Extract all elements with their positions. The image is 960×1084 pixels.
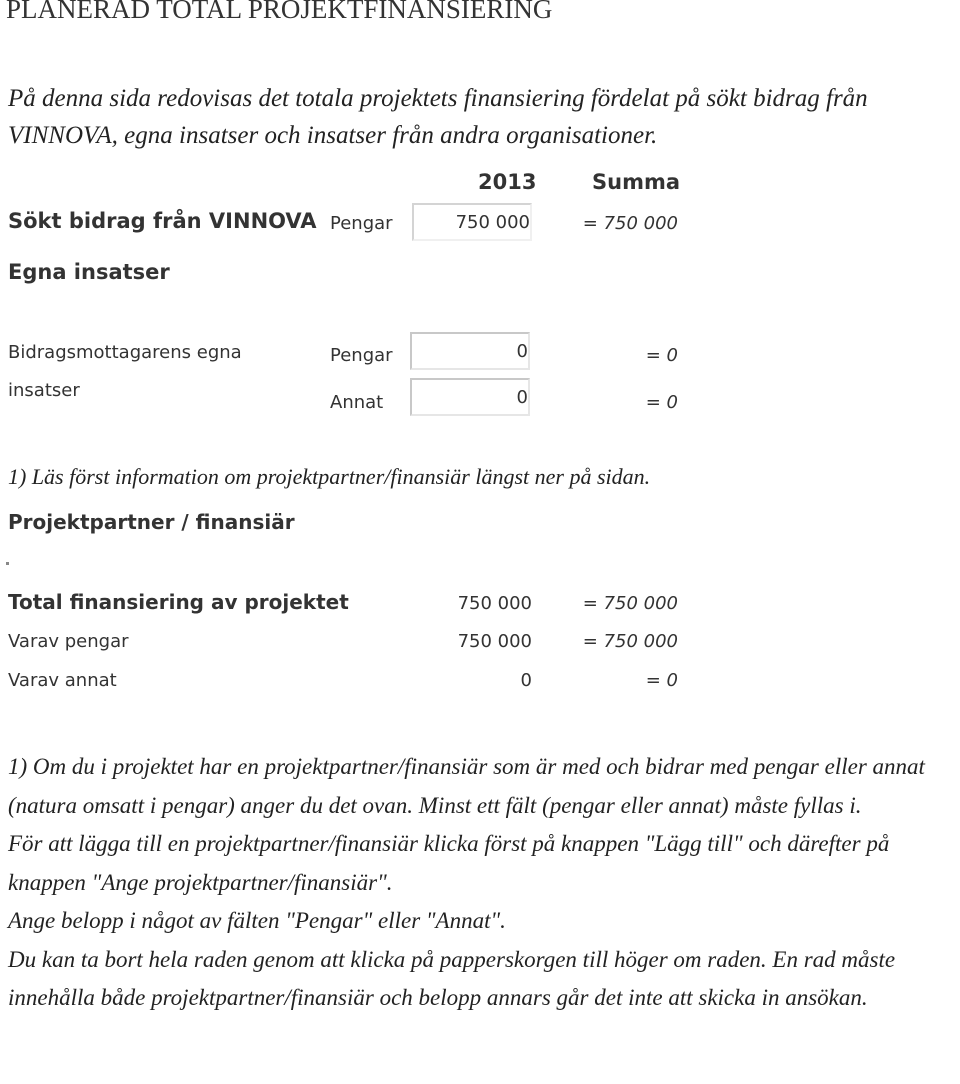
total-financing-label: Total finansiering av projektet (8, 590, 349, 614)
varav-pengar-sum: = 750 000 (582, 631, 678, 652)
egna-annat-sum: = 0 (645, 392, 678, 413)
column-header-sum: Summa (592, 170, 681, 194)
varav-pengar-label: Varav pengar (8, 631, 129, 652)
partner-info-note: 1) Läs först information om projektpartner/finansiär längst ner på sidan. (8, 464, 651, 489)
egna-insatser-heading: Egna insatser (8, 260, 170, 284)
egna-label-line1: Bidragsmottagarens egna (8, 342, 242, 363)
egna-pengar-value: 0 (516, 341, 528, 362)
intro-text: På denna sida redovisas det totala projektets finansiering fördelat på sökt bidrag från VINNOVA, egna insatser och insatser från andra organisationer. (8, 85, 868, 149)
partner-list-marker (6, 562, 9, 565)
varav-annat-value: 0 (520, 670, 532, 691)
egna-pengar-label: Pengar (330, 345, 393, 366)
total-financing-sum: = 750 000 (582, 593, 678, 614)
varav-annat-label: Varav annat (8, 670, 117, 691)
vinnova-amount-field (412, 203, 532, 241)
help-notes (8, 748, 958, 1018)
partner-heading: Projektpartner / finansiär (8, 510, 295, 534)
egna-annat-label: Annat (330, 392, 384, 413)
help-note-1: 1) Om du i projektet har en projektpartner/finansiär som är med och bidrar med pengar eller annat (natura omsatt i pengar) anger du det ovan. Minst ett fält (pengar eller annat) måste fyllas i. (8, 754, 925, 818)
varav-annat-sum: = 0 (645, 670, 678, 691)
egna-annat-input[interactable] (410, 378, 530, 416)
column-header-year: 2013 (478, 170, 537, 194)
page-title: PLANERAD TOTAL PROJEKTFINANSIERING (6, 0, 553, 24)
vinnova-label: Sökt bidrag från VINNOVA (8, 209, 317, 233)
egna-pengar-input[interactable] (410, 332, 530, 370)
help-note-4: Du kan ta bort hela raden genom att klicka på papperskorgen till höger om raden. En rad måste innehålla både projektpartner/finansiär och belopp annars går det inte att skicka in ansökan. (8, 946, 896, 1010)
help-note-3: Ange belopp i något av fälten "Pengar" eller "Annat". (8, 908, 506, 933)
vinnova-sum: = 750 000 (582, 213, 678, 234)
vinnova-amount-value: 750 000 (455, 212, 530, 233)
vinnova-type-label: Pengar (330, 213, 393, 234)
egna-pengar-sum: = 0 (645, 345, 678, 366)
egna-annat-value: 0 (516, 387, 528, 408)
help-note-2: För att lägga till en projektpartner/finansiär klicka först på knappen "Lägg till" och därefter på knappen "Ange projektpartner/finansiär". (8, 831, 890, 895)
total-financing-value: 750 000 (457, 593, 532, 614)
egna-label-line2: insatser (8, 380, 80, 401)
varav-pengar-value: 750 000 (457, 631, 532, 652)
